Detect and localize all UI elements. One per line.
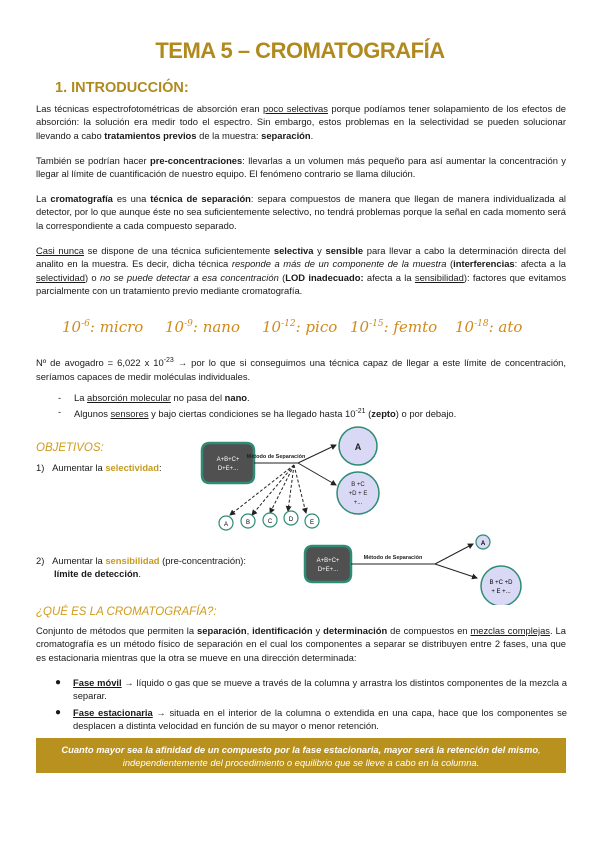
objective-2 [36, 554, 296, 580]
que-es-heading: ¿QUÉ ES LA CROMATOGRAFÍA?: [36, 606, 217, 618]
list-item: ● Fase móvil → líquido o gas que se mueve a través de la columna y arrastra los distintos componentes de la mezcla a separar. [55, 677, 567, 702]
text: . La cromatografía es un método físico de separación en el cual los componentes a separar se distribuyen entre 2 fases, una que es estacionaria mientras que la otra se mueve en una dirección determinada: [36, 625, 566, 663]
text: es una [112, 193, 151, 204]
list-item: - La absorción molecular no pasa del nano. [58, 392, 250, 403]
text-superscript: -23 [163, 357, 174, 364]
rest-label-3: +... [353, 500, 363, 506]
text: Aumentar la [52, 462, 106, 473]
prefix-exp: -12 [281, 319, 296, 329]
text-bold: tratamientos previos [104, 129, 197, 141]
rest-label-2: + E +... [491, 589, 511, 595]
rest-label-1: B +C [351, 482, 365, 488]
text: ): factores que evitamos parcialmente con un tratamiento previo mediante cromatografía. [36, 271, 567, 297]
arrow-to-rest [435, 564, 477, 578]
text: Aumentar la [52, 555, 106, 566]
text-bold: LOD inadecuado: [285, 271, 364, 283]
prefix-exp: -18 [474, 319, 489, 329]
text: También se podrían hacer [36, 155, 151, 166]
text: porque podíamos tener solapamiento de los efectos de absorción: la solución era medir todo el espectro. Sin embargo, estos problemas en la selectividad se pueden solucionar llevando a cabo [36, 103, 566, 141]
arrow-to-rest [298, 463, 336, 485]
mixture-label-1: A+B+C+ [216, 457, 240, 463]
prefix-name: micro [99, 318, 144, 336]
text: (pre-concentración): [159, 555, 247, 566]
text: para llevar a cabo la determinación directa del analito en la muestra. Es decir, dicha técnica [36, 245, 567, 270]
paragraph-casi-nunca [36, 244, 566, 298]
prefix-base: 10 [455, 318, 475, 336]
mixture-shape [202, 443, 254, 483]
text-bold: separación [261, 129, 311, 141]
small-component-label: D [288, 517, 294, 523]
separation-diagram-selectivity [190, 425, 550, 537]
text: y [313, 245, 326, 256]
text: La [36, 193, 51, 204]
objetivos-heading: OBJETIVOS: [36, 442, 104, 454]
text-bold: identificación [252, 625, 313, 636]
dash-list [58, 391, 568, 421]
objective-1 [36, 461, 162, 474]
text-underlined: Casi nunca [36, 245, 84, 256]
text-bold: zepto [371, 408, 396, 420]
text-bold: selectiva [273, 245, 314, 256]
page-title: TEMA 5 – CROMATOGRAFÍA [155, 38, 445, 63]
method-label: Método de Separación [363, 555, 423, 561]
text: no pasa del [170, 392, 225, 403]
text-bold: nano [224, 392, 248, 403]
prefix-pico: $10^{-12}$: pico [262, 318, 338, 336]
prefix-ato: $10^{-18}$: ato [455, 318, 523, 336]
text-bold: interferencias [453, 258, 515, 270]
mixture-label-1: A+B+C+ [316, 558, 340, 564]
text-bold: separación [197, 625, 247, 636]
small-component-label: E [309, 520, 315, 526]
paragraph-chromatography [36, 192, 566, 232]
arrow: → [121, 677, 137, 688]
method-label: Método de Separación [246, 454, 306, 460]
text: : afecta a la [514, 258, 566, 270]
prefix-femto: $10^{-15}$: femto [350, 318, 438, 336]
text: afecta a la [363, 271, 415, 283]
text: La [74, 392, 88, 403]
separation-diagram-sensitivity [295, 530, 545, 605]
text: de la muestra: [196, 129, 262, 141]
text: y bajo ciertas condiciones se ha llegado hasta 10 [148, 408, 356, 420]
prefix-base: 10 [62, 318, 82, 336]
text-underlined: poco selectivas [263, 103, 328, 114]
prefix-base: 10 [165, 318, 185, 336]
text: : [159, 462, 162, 473]
rest-label-2: +D + E [348, 491, 368, 497]
text: : separa compuestos de manera que llegan de manera individualizada al detector, por lo que aunque éste no sea suficientemente selectivo, no tendrá problemas porque la señal en cada momento será la correspondiente a cada compuesto separado. [36, 193, 566, 231]
list-item: - Algunos sensores y bajo ciertas condiciones se ha llegado hasta $10^{-21}$ (zepto) o por debajo. [58, 406, 457, 420]
prefix-name: pico [305, 318, 338, 336]
mixture-shape [305, 546, 351, 582]
small-component-label: C [267, 519, 273, 525]
phase-name: Fase estacionaria [73, 706, 153, 718]
small-component-label: B [245, 520, 251, 526]
text: ( [278, 271, 286, 283]
arrow: → [152, 706, 170, 718]
small-component-label: A [223, 522, 229, 528]
objective-number: 2) [36, 555, 45, 566]
text: → por lo que si conseguimos una técnica capaz de llegar a este límite de concentración, seríamos capaces de medir moléculas individuales. [36, 357, 566, 382]
text-superscript: -21 [355, 408, 366, 415]
objective-number: 1) [36, 462, 45, 473]
text: ( [365, 408, 372, 420]
highlight-box [36, 738, 566, 773]
text-highlight: sensibilidad [105, 555, 160, 566]
phase-list [55, 676, 567, 736]
prefix-name: femto [393, 318, 438, 336]
text-underlined: mezclas complejas [470, 625, 550, 636]
text: Conjunto de métodos que permiten la [36, 625, 198, 636]
text-underlined: sensibilidad [414, 271, 464, 283]
paragraph-definition [36, 624, 566, 664]
paragraph-preconcentration [36, 154, 566, 181]
component-a-label: A [480, 541, 486, 547]
paragraph-selectivity [36, 102, 566, 142]
text: ) o por debajo. [395, 408, 457, 420]
mixture-label-2: D+E+... [317, 567, 339, 573]
prefix-micro: $10^{-6}$: micro [62, 318, 144, 336]
prefix-name: nano [202, 318, 240, 336]
text: , [246, 625, 253, 636]
text: Algunos [74, 408, 111, 420]
phase-name: Fase móvil [73, 677, 122, 688]
text: . [138, 568, 142, 579]
phase-description: situada en el interior de la columna o extendida en una capa, hace que los componentes se desplacen a distinta velocidad en función de su mayor o menor retención. [73, 706, 567, 732]
text-highlight: selectividad [105, 462, 160, 473]
text-bold: determinación [323, 625, 388, 636]
prefix-exp: -15 [369, 319, 384, 329]
text: : llevarlas a un volumen más pequeño para así aumentar la concentración y llegar al límite de cuantificación de nuestro equipo. El fenómeno contrario se llama dilución. [36, 155, 566, 180]
intro-heading: 1. INTRODUCCIÓN: [55, 80, 189, 96]
prefix-exp: -6 [81, 319, 90, 329]
text: . [310, 129, 314, 141]
prefix-exp: -9 [184, 319, 193, 329]
text-bold: límite de detección [54, 568, 139, 579]
phase-description: líquido o gas que se mueve a través de la columna y arrastra los distintos componentes de la mezcla a separar. [73, 677, 567, 702]
rest-label-1: B +C +D [489, 580, 513, 586]
mixture-label-2: D+E+... [217, 466, 239, 472]
text: , independientemente del procedimiento o equilibrio que se lleve a cabo en la columna. [122, 744, 541, 768]
prefix-nano: $10^{-9}$: nano [165, 318, 240, 336]
text-bold: Cuanto mayor sea la afinidad de un compuesto por la fase estacionaria, mayor será la retención del mismo [61, 744, 539, 755]
prefix-base: 10 [262, 318, 282, 336]
arrow-to-a [435, 544, 473, 564]
text-bold: técnica de separación [150, 193, 251, 204]
text: se dispone de una técnica suficientemente [83, 245, 274, 256]
text: ) o [85, 271, 100, 283]
text-underlined: absorción molecular [87, 392, 171, 403]
prefix-name: ato [498, 318, 523, 336]
text: . [247, 392, 250, 403]
text-underlined: selectividad [36, 271, 85, 283]
text-bold: pre-concentraciones [150, 155, 243, 166]
text-italic: responde a más de un componente de la muestra [231, 258, 447, 270]
text-bold: cromatografía [50, 193, 113, 204]
text: y [312, 625, 324, 636]
text-italic: no se puede detectar a esa concentración [99, 271, 279, 283]
component-a-label: A [354, 442, 362, 452]
text: Las técnicas espectrofotométricas de absorción eran [36, 103, 263, 114]
text: Nº de avogadro = 6,022 x 10 [36, 357, 164, 369]
paragraph-avogadro [36, 354, 566, 383]
text: de compuestos en [387, 625, 471, 636]
separated-components [219, 511, 319, 530]
list-item: ● Fase estacionaria → situada en el interior de la columna o extendida en una capa, hace que los componentes se desplacen a distinta velocidad en función de su mayor o menor retención. [55, 706, 567, 732]
text-bold: sensible [325, 245, 364, 256]
prefix-base: 10 [350, 318, 370, 336]
text-underlined: sensores [110, 408, 149, 420]
text: ( [446, 258, 454, 270]
